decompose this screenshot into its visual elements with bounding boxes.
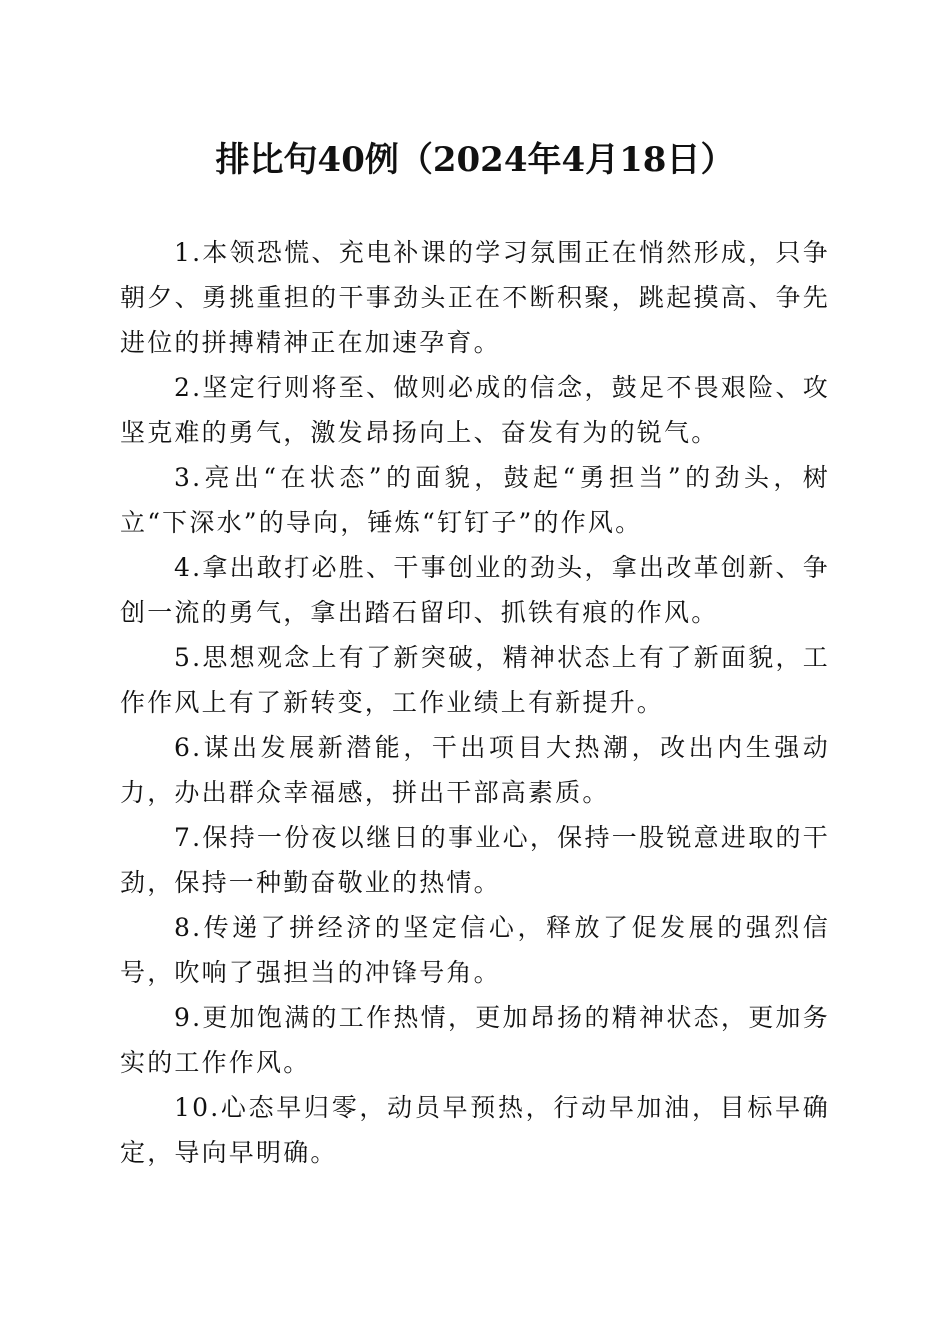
document-body bbox=[120, 230, 830, 1175]
paragraph-5: 5.思想观念上有了新突破，精神状态上有了新面貌，工作作风上有了新转变，工作业绩上有新提升。 bbox=[120, 643, 830, 717]
paragraph-8: 8.传递了拼经济的坚定信心，释放了促发展的强烈信号，吹响了强担当的冲锋号角。 bbox=[120, 913, 830, 987]
paragraph-3: 3.亮出“在状态”的面貌，鼓起“勇担当”的劲头，树立“下深水”的导向，锤炼“钉钉子”的作风。 bbox=[120, 463, 830, 537]
paragraph-9: 9.更加饱满的工作热情，更加昂扬的精神状态，更加务实的工作作风。 bbox=[120, 1003, 830, 1077]
document-title: 排比句40例（2024年4月18日） bbox=[215, 140, 735, 180]
paragraph-7: 7.保持一份夜以继日的事业心，保持一股锐意进取的干劲，保持一种勤奋敬业的热情。 bbox=[120, 823, 830, 897]
paragraph-4: 4.拿出敢打必胜、干事创业的劲头，拿出改革创新、争创一流的勇气，拿出踏石留印、抓铁有痕的作风。 bbox=[120, 553, 830, 627]
paragraph-10: 10.心态早归零，动员早预热，行动早加油，目标早确定，导向早明确。 bbox=[120, 1093, 830, 1167]
paragraph-2: 2.坚定行则将至、做则必成的信念，鼓足不畏艰险、攻坚克难的勇气，激发昂扬向上、奋发有为的锐气。 bbox=[120, 373, 830, 447]
paragraph-1: 1.本领恐慌、充电补课的学习氛围正在悄然形成，只争朝夕、勇挑重担的干事劲头正在不断积聚，跳起摸高、争先进位的拼搏精神正在加速孕育。 bbox=[120, 238, 830, 357]
paragraph-6: 6.谋出发展新潜能，干出项目大热潮，改出内生强动力，办出群众幸福感，拼出干部高素质。 bbox=[120, 733, 830, 807]
